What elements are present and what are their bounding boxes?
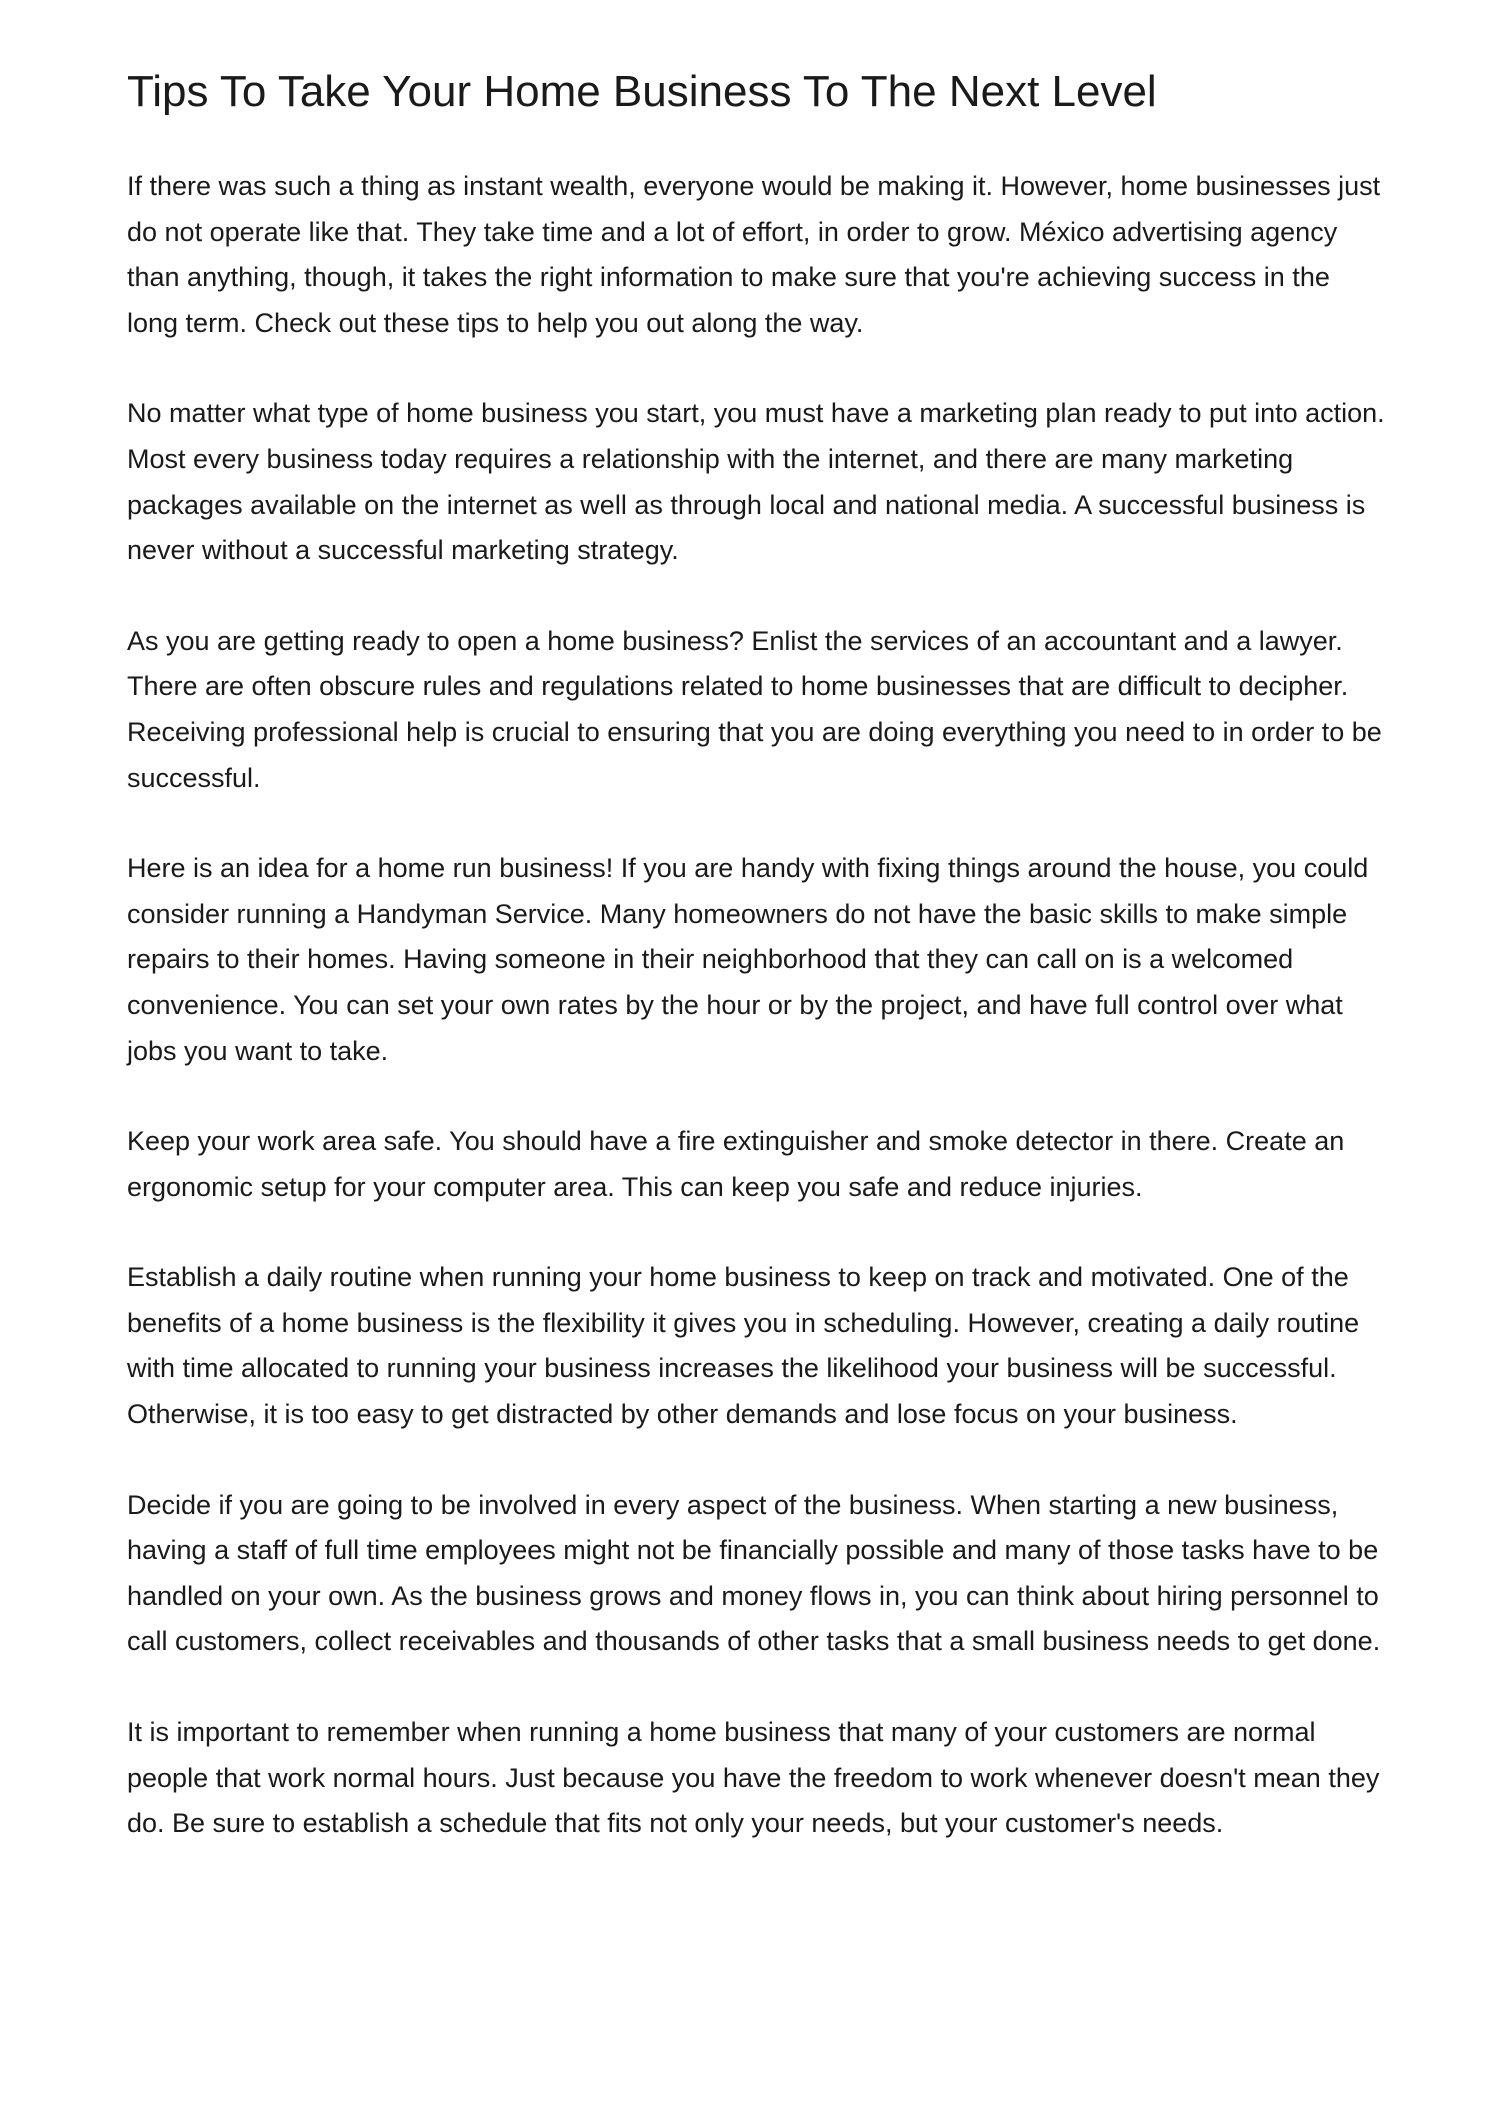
document-title: Tips To Take Your Home Business To The Next Level (127, 67, 1157, 116)
paragraph-work-area-safety: Keep your work area safe. You should have a fire extinguisher and smoke detector in there. Create an ergonomic setup for your computer area. This can keep you safe and reduce injuries. (127, 1126, 1345, 1202)
paragraph-business-involvement: Decide if you are going to be involved in every aspect of the business. When starting a new business, having a staff of full time employees might not be financially possible and many of those tasks have to be handled on your own. As the business grows and money flows in, you can think about hiring personnel to call customers, collect receivables and thousands of other tasks that a small business needs to get done. (127, 1489, 1381, 1657)
paragraph-handyman-service: Here is an idea for a home run business! If you are handy with fixing things around the house, you could consider running a Handyman Service. Many homeowners do not have the basic skills to make simple repairs to their homes. Having someone in their neighborhood that they can call on is a welcomed convenience. You can set your own rates by the hour or by the project, and have full control over what jobs you want to take. (127, 853, 1369, 1066)
paragraph-accountant-lawyer: As you are getting ready to open a home business? Enlist the services of an accountant and a lawyer. There are often obscure rules and regulations related to home businesses that are difficult to decipher. Receiving professional help is crucial to ensuring that you are doing everything you need to in order to be successful. (127, 625, 1382, 793)
document-page (127, 64, 1387, 1847)
paragraph-intro: If there was such a thing as instant wealth, everyone would be making it. However, home businesses just do not operate like that. They take time and a lot of effort, in order to grow. México advertising agency than anything, though, it takes the right information to make sure that you're achieving success in the long term. Check out these tips to help you out along the way. (127, 171, 1381, 338)
paragraph-daily-routine: Establish a daily routine when running your home business to keep on track and motivated. One of the benefits of a home business is the flexibility it gives you in scheduling. However, creating a daily routine with time allocated to running your business increases the likelihood your business will be successful. Otherwise, it is too easy to get distracted by other demands and lose focus on your business. (127, 1262, 1360, 1430)
paragraph-customer-schedule: It is important to remember when running a home business that many of your customers are normal people that work normal hours. Just because you have the freedom to work whenever doesn't mean they do. Be sure to establish a schedule that fits not only your needs, but your customer's needs. (127, 1717, 1380, 1839)
paragraph-marketing-plan: No matter what type of home business you start, you must have a marketing plan ready to put into action. Most every business today requires a relationship with the internet, and there are many marketing packages available on the internet as well as through local and national media. A successful business is never without a successful marketing strategy. (127, 398, 1385, 566)
